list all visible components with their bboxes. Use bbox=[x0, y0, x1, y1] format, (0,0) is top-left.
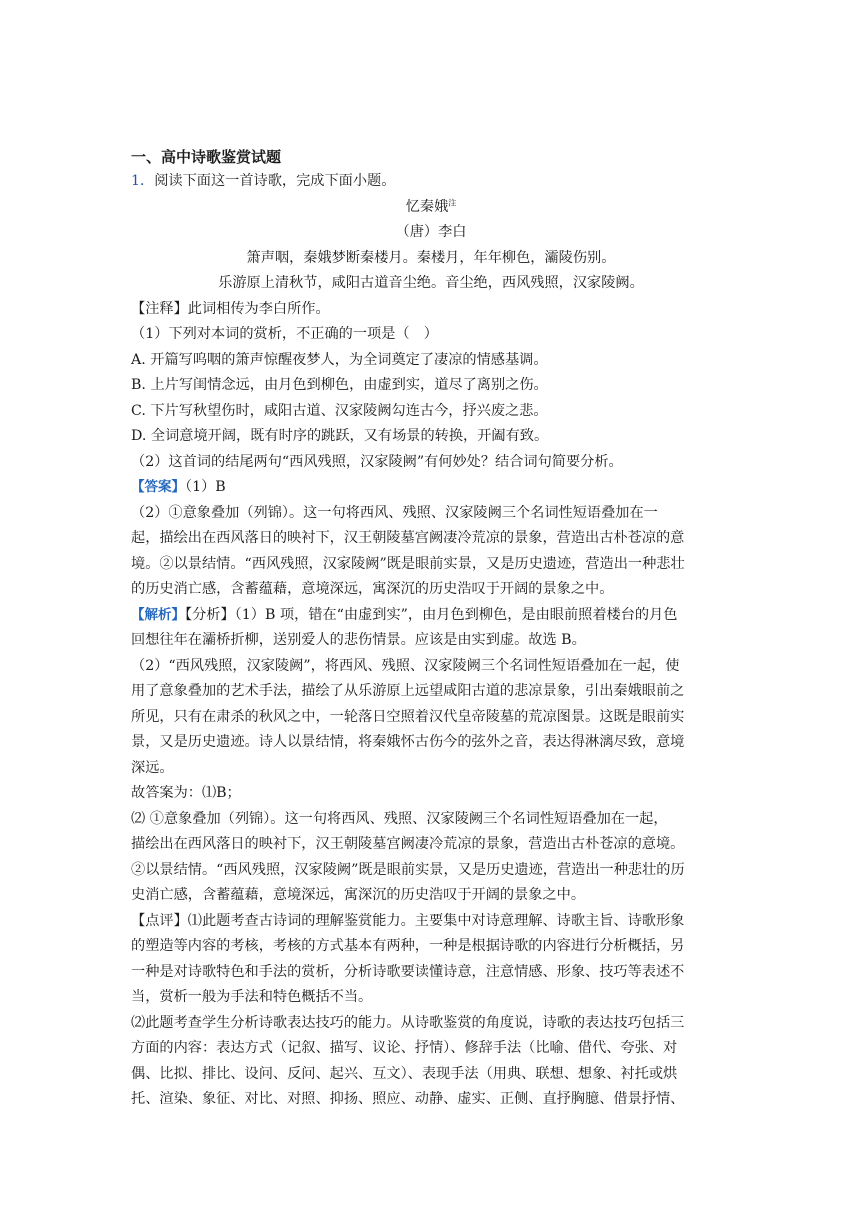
section-title: 一、高中诗歌鉴赏试题 bbox=[131, 148, 282, 166]
question-number: 1． bbox=[131, 173, 155, 189]
comment-line: 【点评】⑴此题考查古诗词的理解鉴赏能力。主要集中对诗意理解、诗歌主旨、诗歌形象 bbox=[131, 912, 685, 929]
analysis-summary-line: ②以景结情。“西风残照，汉家陵阙”既是眼前实景，又是历史遗迹，营造出一种悲壮的历 bbox=[131, 861, 685, 878]
option-a: A. 开篇写呜咽的箫声惊醒夜梦人，为全词奠定了凄凉的情感基调。 bbox=[131, 351, 548, 368]
poem-title-text: 忆秦娥 bbox=[405, 198, 449, 215]
answer-part-1: （1）B bbox=[185, 479, 226, 495]
comment-line: 当，赏析一般为手法和特色概括不当。 bbox=[131, 989, 373, 1005]
poem-line-2: 乐游原上清秋节，咸阳古道音尘绝。音尘绝，西风残照，汉家陵阙。 bbox=[218, 275, 644, 291]
analysis-summary-label: 故答案为：⑴B； bbox=[131, 785, 241, 801]
sub-question-1-stem: （1）下列对本词的赏析，不正确的一项是（ ） bbox=[131, 326, 438, 342]
analysis-line: 用了意象叠加的艺术手法，描绘了从乐游原上远望咸阳古道的悲凉景象，引出秦娥眼前之 bbox=[131, 683, 685, 699]
poem-author: （唐）李白 bbox=[395, 224, 467, 240]
analysis-summary-line: 描绘出在西风落日的映衬下，汉王朝陵墓宫阙凄冷荒凉的景象，营造出古朴苍凉的意境。 bbox=[131, 836, 685, 852]
document-content bbox=[131, 146, 731, 1113]
answer-part-2-line: 的历史消亡感，含蓄蕴藉，意境深远，寓深沉的历史浩叹于开阔的景象之中。 bbox=[131, 581, 614, 597]
comment-line: 托、渲染、象征、对比、对照、抑扬、照应、动静、虚实、正侧、直抒胸臆、借景抒情、 bbox=[131, 1091, 685, 1107]
question-text: 阅读下面这一首诗歌，完成下面小题。 bbox=[154, 173, 396, 189]
analysis-header bbox=[131, 603, 731, 629]
analysis-tag: 【解析】 bbox=[131, 606, 185, 623]
answer-part-2-line: 起，描绘出在西风落日的映衬下，汉王朝陵墓宫阙凄冷荒凉的景象，营造出古朴苍凉的意 bbox=[131, 530, 685, 546]
answer-part-2-line: （2）①意象叠加（列锦）。这一句将西风、残照、汉家陵阙三个名词性短语叠加在一 bbox=[131, 504, 658, 521]
comment-line: ⑵此题考查学生分析诗歌表达技巧的能力。从诗歌鉴赏的角度说，诗歌的表达技巧包括三 bbox=[131, 1014, 685, 1031]
analysis-line: 【分析】（1）B 项，错在“由虚到实”，由月色到柳色，是由眼前照着楼台的月色 bbox=[185, 606, 678, 623]
poem-title-note-mark: 注 bbox=[448, 197, 457, 207]
sub-question-2-stem: （2）这首词的结尾两句“西风残照，汉家陵阙”有何妙处？结合词句简要分析。 bbox=[131, 453, 623, 470]
analysis-summary-line: ⑵ ①意象叠加（列锦）。这一句将西风、残照、汉家陵阙三个名词性短语叠加在一起， bbox=[131, 810, 668, 827]
option-d: D. 全词意境开阔，既有时序的跳跃，又有场景的转换，开阖有致。 bbox=[131, 428, 549, 444]
analysis-line: （2）“西风残照，汉家陵阙”，将西风、残照、汉家陵阙三个名词性短语叠加在一起，使 bbox=[131, 657, 680, 674]
poem-line-1: 箫声咽，秦娥梦断秦楼月。秦楼月，年年柳色，灞陵伤别。 bbox=[246, 249, 616, 266]
poem-title bbox=[131, 195, 731, 221]
question-prompt bbox=[131, 169, 731, 195]
analysis-line: 深远。 bbox=[131, 759, 174, 776]
analysis-line: 景，又是历史遗迹。诗人以景结情，将秦娥怀古伤今的弦外之音，表达得淋漓尽致，意境 bbox=[131, 734, 685, 750]
answer-part-2-line: 境。②以景结情。“西风残照，汉家陵阙”既是眼前实景，又是历史遗迹，营造出一种悲壮 bbox=[131, 555, 685, 572]
comment-line: 的塑造等内容的考核，考核的方式基本有两种，一种是根据诗歌的内容进行分析概括，另 bbox=[131, 938, 685, 954]
answer-tag: 【答案】 bbox=[131, 479, 185, 495]
comment-line: 方面的内容：表达方式（记叙、描写、议论、抒情）、修辞手法（比喻、借代、夸张、对 bbox=[131, 1040, 678, 1056]
comment-line: 一种是对诗歌特色和手法的赏析，分析诗歌要读懂诗意，注意情感、形象、技巧等表述不 bbox=[131, 963, 685, 980]
comment-line: 偶、比拟、排比、设问、反问、起兴、互文）、表现手法（用典、联想、想象、衬托或烘 bbox=[131, 1065, 678, 1082]
answer-header bbox=[131, 475, 731, 501]
analysis-line: 回想往年在灞桥折柳，送别爱人的悲伤情景。应该是由实到虚。故选 B。 bbox=[131, 632, 586, 648]
poem-note: 【注释】此词相传为李白所作。 bbox=[131, 300, 330, 317]
analysis-line: 所见，只有在肃杀的秋风之中，一轮落日空照着汉代皇帝陵墓的荒凉图景。这既是眼前实 bbox=[131, 708, 685, 725]
option-b: B. 上片写闺情念远，由月色到柳色，由虚到实，道尽了离别之伤。 bbox=[131, 377, 548, 393]
analysis-summary-line: 史消亡感，含蓄蕴藉，意境深远，寓深沉的历史浩叹于开阔的景象之中。 bbox=[131, 887, 586, 903]
option-c: C. 下片写秋望伤时，咸阳古道、汉家陵阙勾连古今，抒兴废之悲。 bbox=[131, 402, 548, 419]
